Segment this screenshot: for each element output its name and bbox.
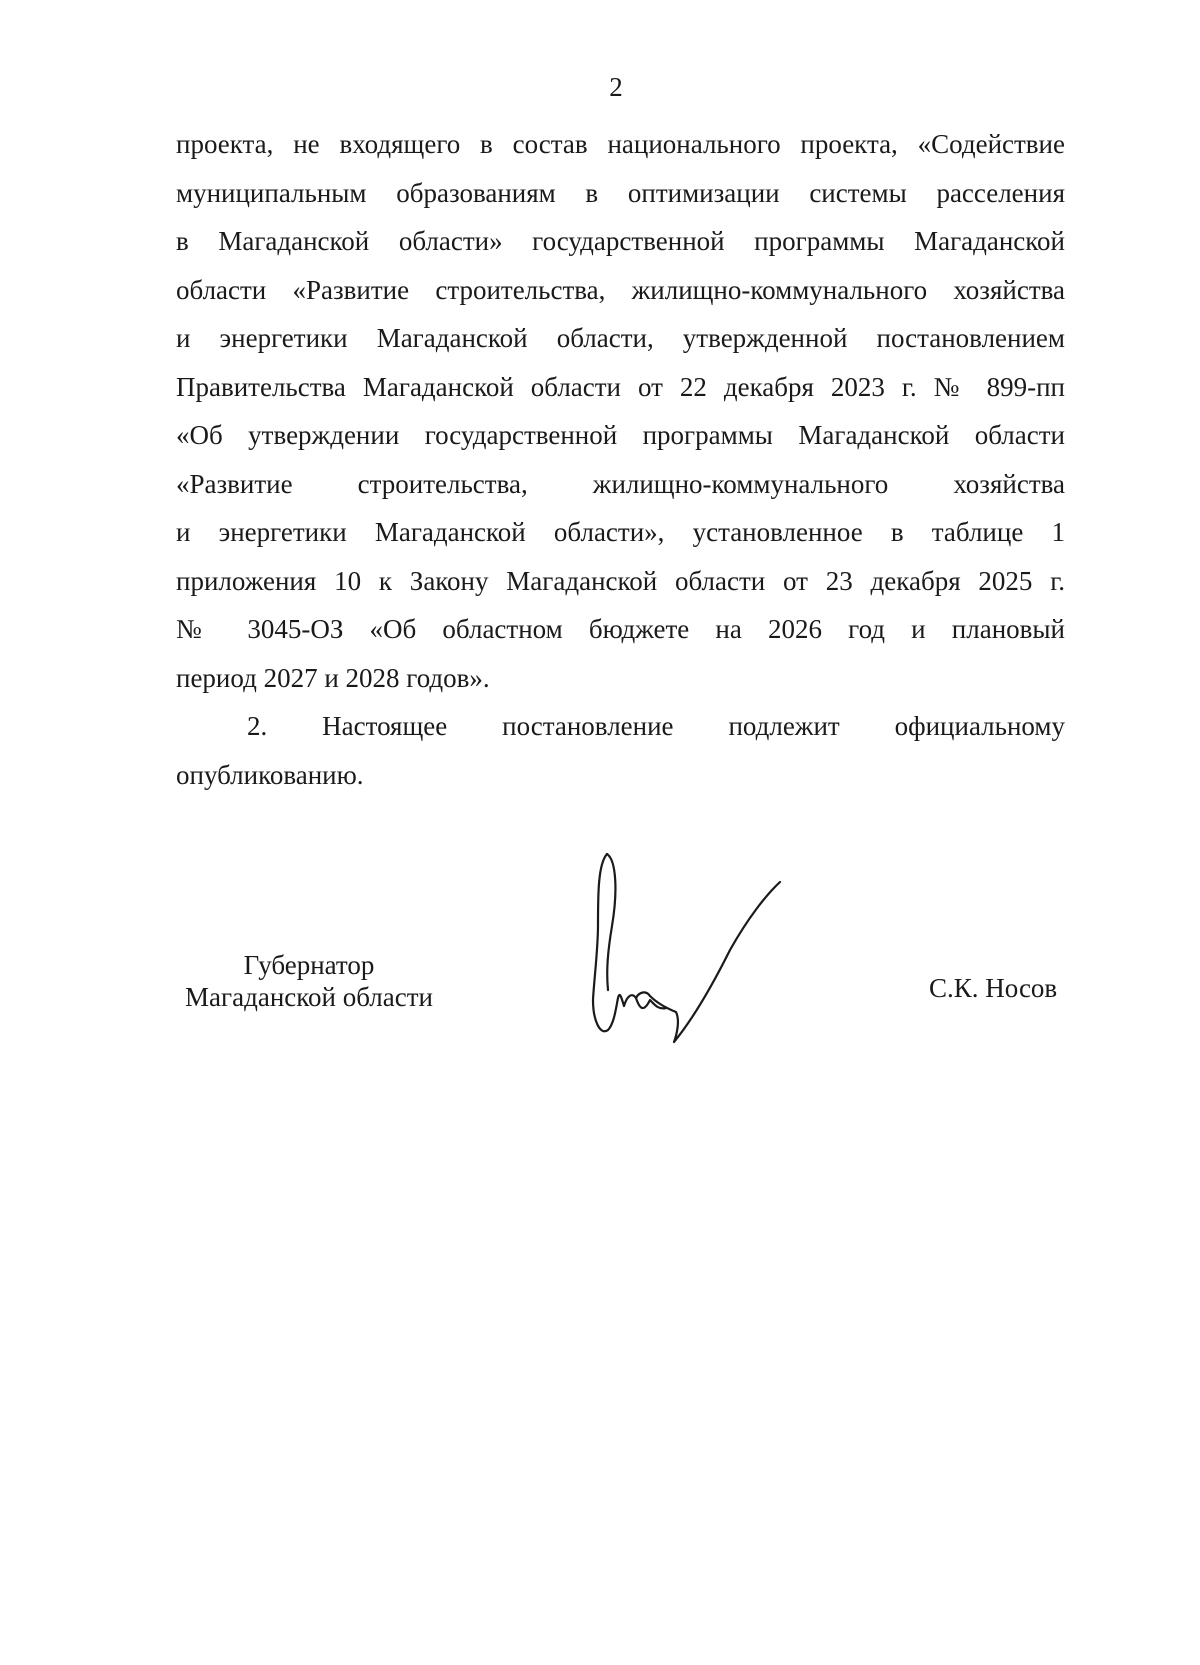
paragraph-line: «Об утверждении государственной программы Магаданской области xyxy=(176,420,1065,450)
paragraph-line: и энергетики Магаданской области, утвержденной постановлением xyxy=(176,323,1065,353)
paragraph-line: приложения 10 к Закону Магаданской области от 23 декабря 2025 г. xyxy=(176,566,1065,596)
paragraph-line: опубликованию. xyxy=(176,760,364,790)
signatory-name: С.К. Носов xyxy=(929,973,1058,1003)
paragraph-line: муниципальным образованиям в оптимизации системы расселения xyxy=(176,178,1065,208)
signatory-title-line2: Магаданской области xyxy=(185,981,433,1012)
paragraph-line: № 3045-ОЗ «Об областном бюджете на 2026 год и плановый xyxy=(176,614,1065,644)
paragraph-line: Правительства Магаданской области от 22 декабря 2023 г. № 899-пп xyxy=(176,372,1065,402)
paragraph-line: «Развитие строительства, жилищно-коммунального хозяйства xyxy=(176,469,1065,499)
paragraph-line: 2. Настоящее постановление подлежит официальному xyxy=(247,711,1065,741)
paragraph-line: проекта, не входящего в состав национального проекта, «Содействие xyxy=(176,129,1065,159)
paragraph-line: период 2027 и 2028 годов». xyxy=(176,663,490,693)
signatory-title xyxy=(176,950,442,1014)
signatory-title-line1: Губернатор xyxy=(243,950,375,980)
paragraph-line: области «Развитие строительства, жилищно-коммунального хозяйства xyxy=(176,275,1065,305)
handwritten-signature xyxy=(580,840,820,1050)
page-number: 2 xyxy=(609,72,623,102)
paragraph-line: в Магаданской области» государственной программы Магаданской xyxy=(176,226,1065,256)
paragraph-line: и энергетики Магаданской области», установленное в таблице 1 xyxy=(176,517,1065,547)
